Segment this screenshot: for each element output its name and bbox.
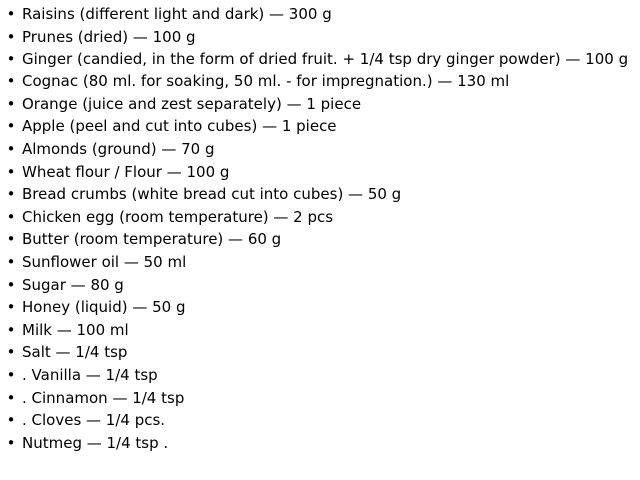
list-item [0,70,632,93]
list-item [0,138,632,161]
list-item [0,115,632,138]
ingredient-text: Milk — 100 ml [22,320,129,339]
bullet-icon: • [6,275,16,294]
ingredient-list [0,3,640,454]
ingredient-text: Prunes (dried) — 100 g [22,27,196,46]
list-item [0,183,632,206]
bullet-icon: • [6,230,16,249]
ingredient-text: Ginger (candied, in the form of dried fruit. + 1/4 tsp dry ginger powder) — 100 g [22,50,629,69]
bullet-icon: • [6,162,16,181]
ingredient-text: Sunflower oil — 50 ml [22,252,187,271]
bullet-icon: • [6,139,16,158]
list-item [0,387,632,410]
ingredient-text: . Cinnamon — 1/4 tsp [22,388,185,407]
ingredient-text: Raisins (different light and dark) — 300 g [22,5,332,23]
list-item [0,319,632,342]
list-item [0,93,632,116]
list-item [0,251,632,274]
ingredient-text: Butter (room temperature) — 60 g [22,230,282,249]
list-item [0,364,632,387]
list-item [0,206,632,229]
bullet-icon: • [6,298,16,317]
ingredient-text: Sugar — 80 g [22,275,124,294]
bullet-icon: • [6,207,16,226]
list-item [0,228,632,251]
list-item [0,26,632,49]
bullet-icon: • [6,365,16,384]
bullet-icon: • [6,117,16,136]
bullet-icon: • [6,185,16,204]
list-item [0,296,632,319]
ingredient-text: . Cloves — 1/4 pcs. [22,411,166,430]
list-item [0,432,632,455]
ingredient-text: Bread crumbs (white bread cut into cubes) — 50 g [22,185,402,204]
ingredient-text: Cognac (80 ml. for soaking, 50 ml. - for impregnation.) — 130 ml [22,72,510,91]
bullet-icon: • [6,5,16,23]
ingredient-text: Honey (liquid) — 50 g [22,298,186,317]
bullet-icon: • [6,50,16,69]
list-item [0,409,632,432]
ingredient-text: Almonds (ground) — 70 g [22,139,215,158]
bullet-icon: • [6,388,16,407]
list-item [0,341,632,364]
bullet-icon: • [6,94,16,113]
list-item [0,274,632,297]
ingredient-text: Chicken egg (room temperature) — 2 pcs [22,207,334,226]
ingredient-text: Nutmeg — 1/4 tsp . [22,433,169,452]
bullet-icon: • [6,433,16,452]
ingredient-text: Apple (peel and cut into cubes) — 1 piece [22,117,337,136]
list-item [0,48,632,70]
bullet-icon: • [6,27,16,46]
bullet-icon: • [6,72,16,91]
ingredient-text: Wheat flour / Flour — 100 g [22,162,230,181]
bullet-icon: • [6,320,16,339]
bullet-icon: • [6,411,16,430]
ingredient-text: . Vanilla — 1/4 tsp [22,365,158,384]
list-item [0,3,632,26]
bullet-icon: • [6,343,16,362]
bullet-icon: • [6,252,16,271]
ingredient-text: Orange (juice and zest separately) — 1 piece [22,94,362,113]
list-item [0,161,632,184]
ingredient-text: Salt — 1/4 tsp [22,343,128,362]
